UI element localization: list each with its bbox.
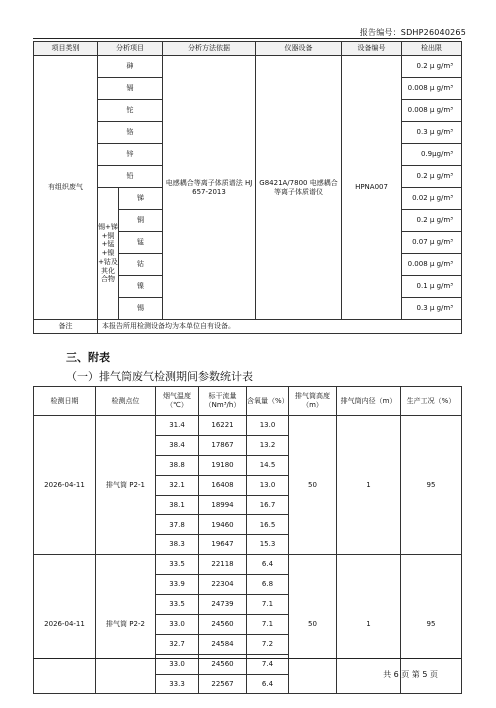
limit-cell: 0.1 μ g/m³ [402, 276, 462, 298]
limit-cell: 0.008 μ g/m³ [402, 78, 462, 100]
flow-cell: 24584 [199, 634, 247, 654]
oxygen-cell: 7.1 [247, 595, 289, 615]
header-height: 排气筒高度（m） [289, 387, 337, 416]
stats-row [34, 555, 462, 575]
temp-cell: 32.1 [156, 475, 199, 495]
oxygen-cell: 13.0 [247, 416, 289, 436]
flow-cell: 17867 [199, 435, 247, 455]
limit-cell: 0.2 μ g/m³ [402, 56, 462, 78]
item-cell: 钴 [119, 254, 163, 276]
header-method: 分析方法依据 [163, 42, 256, 56]
header-item: 分析项目 [98, 42, 163, 56]
temp-cell: 33.0 [156, 654, 199, 674]
header-category: 项目类别 [34, 42, 98, 56]
method-cell: 电感耦合等离子体质谱法 HJ 657-2013 [163, 56, 256, 320]
oxygen-cell: 13.2 [247, 435, 289, 455]
temp-cell: 37.8 [156, 515, 199, 535]
temp-cell: 31.4 [156, 416, 199, 436]
diameter-cell: 1 [337, 416, 401, 555]
temp-cell: 38.4 [156, 435, 199, 455]
equipment-no-cell: HPNA007 [342, 56, 402, 320]
point-cell: 排气筒 P2-2 [96, 555, 156, 694]
flow-cell: 24739 [199, 595, 247, 615]
flow-cell: 16408 [199, 475, 247, 495]
stats-table [33, 386, 462, 694]
limit-cell: 0.3 μ g/m³ [402, 122, 462, 144]
oxygen-cell: 6.4 [247, 555, 289, 575]
temp-cell: 33.5 [156, 555, 199, 575]
height-cell: 50 [289, 416, 337, 555]
oxygen-cell: 7.1 [247, 614, 289, 634]
section-subtitle: （一）排气筒废气检测期间参数统计表 [66, 370, 253, 383]
report-number: 报告编号：SDHP26040265 [359, 28, 466, 37]
category-cell: 有组织废气 [34, 56, 98, 320]
item-cell: 铜 [119, 210, 163, 232]
header-flow: 标干流量（Nm³/h） [199, 387, 247, 416]
temp-cell: 33.9 [156, 575, 199, 595]
analysis-table [33, 41, 462, 334]
header-oxygen: 含氧量（%） [247, 387, 289, 416]
stats-header-row [34, 387, 462, 416]
load-cell: 95 [401, 416, 462, 555]
oxygen-cell: 13.0 [247, 475, 289, 495]
temp-cell: 38.1 [156, 495, 199, 515]
flow-cell: 19647 [199, 535, 247, 555]
limit-cell: 0.2 μ g/m³ [402, 210, 462, 232]
flow-cell: 24560 [199, 654, 247, 674]
item-cell: 锡 [119, 298, 163, 320]
stats-row [34, 416, 462, 436]
diameter-cell: 1 [337, 555, 401, 694]
oxygen-cell: 15.3 [247, 535, 289, 555]
temp-cell: 33.0 [156, 614, 199, 634]
item-cell: 铅 [98, 166, 163, 188]
temp-cell: 38.3 [156, 535, 199, 555]
flow-cell: 22118 [199, 555, 247, 575]
analysis-row [34, 56, 462, 78]
item-cell: 镉 [98, 78, 163, 100]
item-cell: 铊 [98, 100, 163, 122]
oxygen-cell: 6.4 [247, 674, 289, 694]
oxygen-cell: 7.4 [247, 654, 289, 674]
limit-cell: 0.008 μ g/m³ [402, 254, 462, 276]
header-point: 检测点位 [96, 387, 156, 416]
header-date: 检测日期 [34, 387, 96, 416]
item-cell: 砷 [98, 56, 163, 78]
instrument-cell: G8421A/7800 电感耦合等离子体质谱仪 [256, 56, 342, 320]
header-temp: 烟气温度（℃） [156, 387, 199, 416]
limit-cell: 0.2 μ g/m³ [402, 166, 462, 188]
item-cell: 锑 [119, 188, 163, 210]
header-limit: 检出限 [402, 42, 462, 56]
item-cell: 锰 [119, 232, 163, 254]
load-cell: 95 [401, 555, 462, 694]
limit-cell: 0.008 μ g/m³ [402, 100, 462, 122]
temp-cell: 33.3 [156, 674, 199, 694]
page-number: 共 6 页 第 5 页 [383, 670, 438, 679]
temp-cell: 33.5 [156, 595, 199, 615]
limit-cell: 0.07 μ g/m³ [402, 232, 462, 254]
footer-divider [33, 658, 461, 659]
group-label-cell: 锡+锑+铜+锰+镍+钴及其化合物 [98, 188, 119, 320]
oxygen-cell: 7.2 [247, 634, 289, 654]
header-equipment-no: 设备编号 [342, 42, 402, 56]
section-title: 三、附表 [66, 351, 110, 364]
date-cell: 2026-04-11 [34, 555, 96, 694]
oxygen-cell: 16.5 [247, 515, 289, 535]
date-cell: 2026-04-11 [34, 416, 96, 555]
point-cell: 排气筒 P2-1 [96, 416, 156, 555]
header-divider [33, 38, 461, 39]
note-row [34, 320, 462, 334]
oxygen-cell: 6.8 [247, 575, 289, 595]
note-text: 本报告所用检测设备均为本单位自有设备。 [98, 320, 462, 334]
flow-cell: 22304 [199, 575, 247, 595]
flow-cell: 19460 [199, 515, 247, 535]
flow-cell: 18994 [199, 495, 247, 515]
flow-cell: 19180 [199, 455, 247, 475]
flow-cell: 24560 [199, 614, 247, 634]
item-cell: 铬 [98, 122, 163, 144]
oxygen-cell: 14.5 [247, 455, 289, 475]
temp-cell: 32.7 [156, 634, 199, 654]
height-cell: 50 [289, 555, 337, 694]
flow-cell: 16221 [199, 416, 247, 436]
header-instrument: 仪器设备 [256, 42, 342, 56]
limit-cell: 0.9μg/m³ [402, 144, 462, 166]
note-label: 备注 [34, 320, 98, 334]
oxygen-cell: 16.7 [247, 495, 289, 515]
temp-cell: 38.8 [156, 455, 199, 475]
analysis-header-row [34, 42, 462, 56]
limit-cell: 0.02 μ g/m³ [402, 188, 462, 210]
item-cell: 锌 [98, 144, 163, 166]
header-diameter: 排气筒内径（m） [337, 387, 401, 416]
flow-cell: 22567 [199, 674, 247, 694]
limit-cell: 0.3 μ g/m³ [402, 298, 462, 320]
header-load: 生产工况（%） [401, 387, 462, 416]
item-cell: 镍 [119, 276, 163, 298]
